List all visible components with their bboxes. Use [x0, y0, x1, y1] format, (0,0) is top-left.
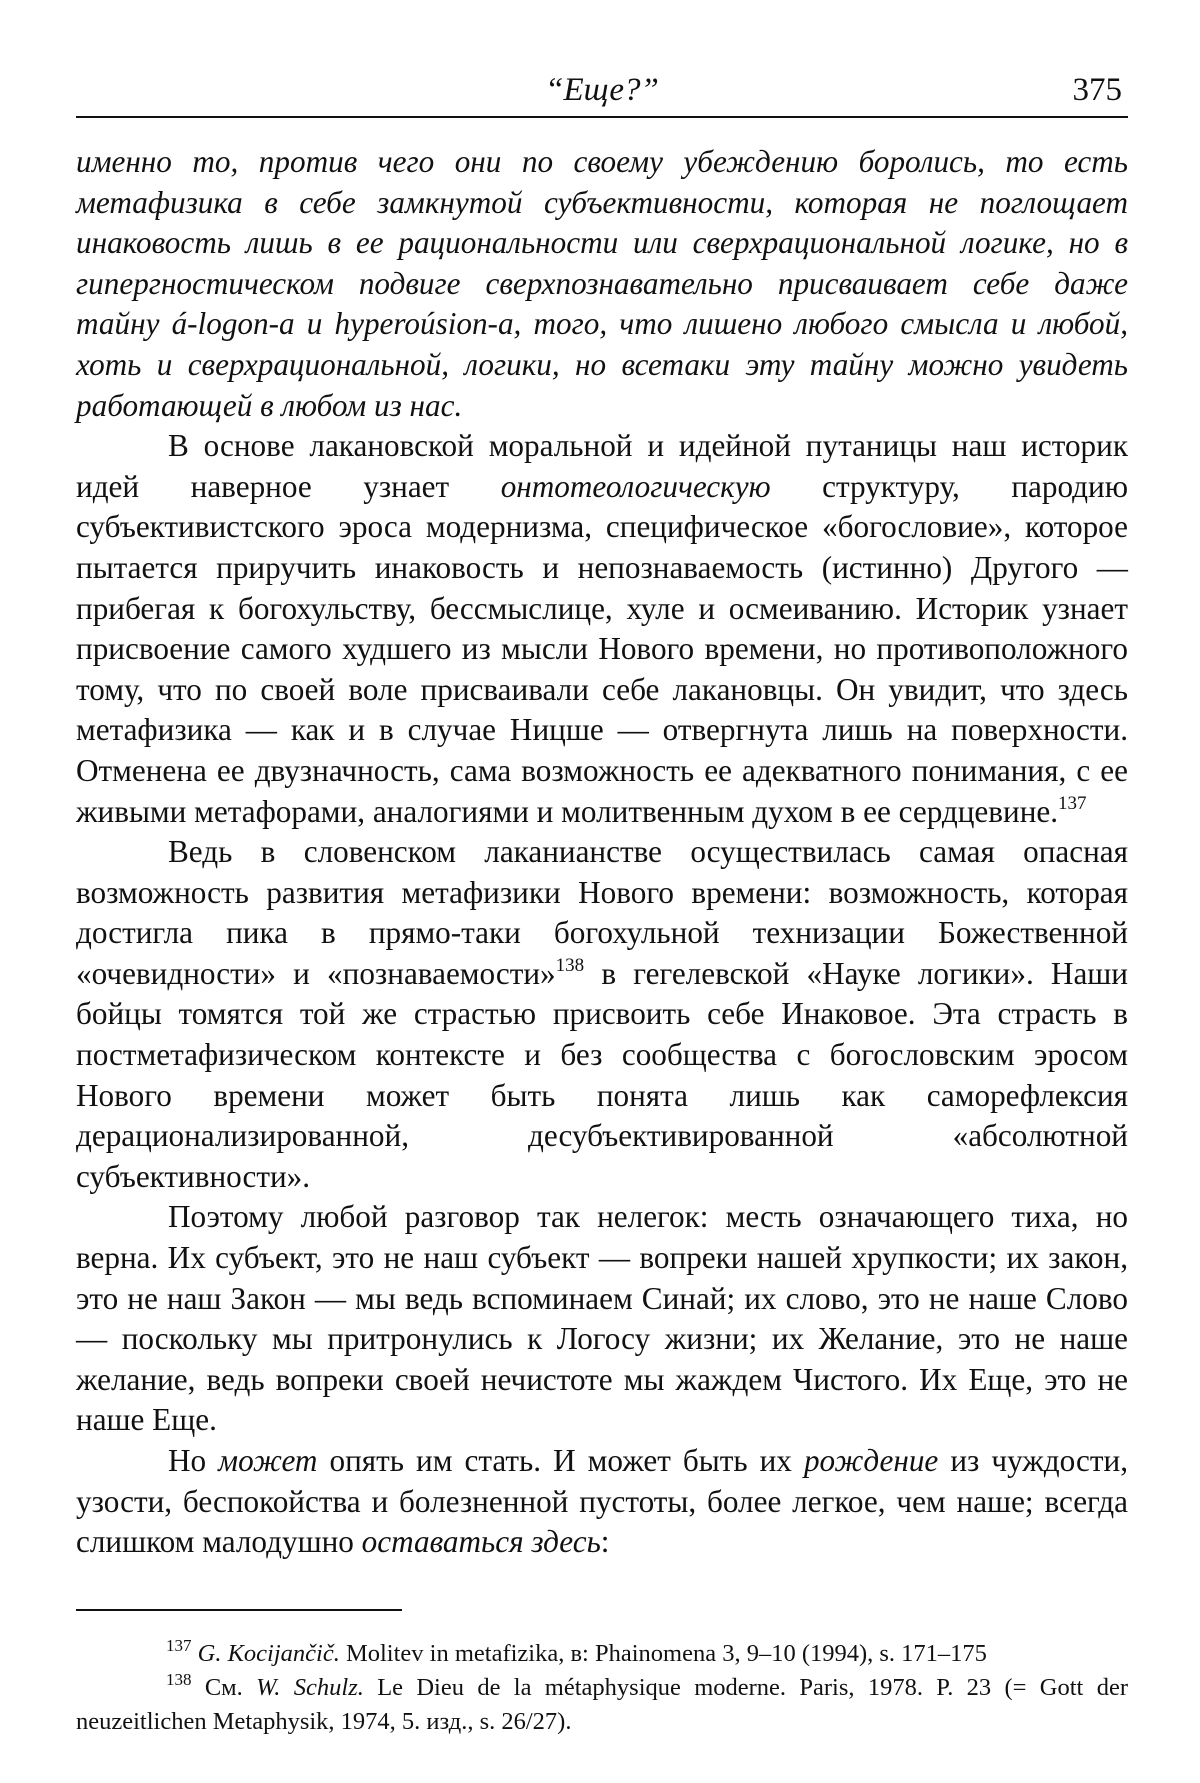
paragraph-5-text-a: Но [168, 1443, 219, 1478]
paragraph-5-emphasis-2: рождение [803, 1443, 939, 1478]
paragraph-3-text-a: Ведь в словенском лаканианстве осуществилась самая опасная возможность развития метафизики Нового времени: возможность, которая достигла пика в прямо-таки богохульной технизации Божественной «очевидности» и «познаваемости» [76, 834, 1128, 991]
paragraph-5-text-b: опять им стать. И может быть их [317, 1443, 804, 1478]
footnote-number-138: 138 [166, 1669, 192, 1689]
footnote-ref-138[interactable]: 138 [555, 954, 585, 976]
footnote-rule [76, 1609, 402, 1611]
paragraph-continuation: именно то, против чего они по своему убеждению боролись, то есть метафизика в себе замкнутой субъективности, которая не поглощает инаковость лишь в ее рациональности или сверхрациональной логике, но в гипергностическом подвиге сверхпознавательно присваивает себе даже тайну á-logon-а и hyperoúsion-а, того, что лишено любого смысла и любой, хоть и сверхрациональной, логики, но всетаки эту тайну можно увидеть работающей в любом из нас. [76, 144, 1128, 423]
book-page [76, 60, 1128, 1739]
paragraph-2 [76, 426, 1128, 832]
paragraph-5 [76, 1441, 1128, 1563]
footnote-137-text: Molitev in metafizika, в: Phainomena 3, 9–10 (1994), s. 171–175 [339, 1639, 987, 1667]
paragraph-5-text-d: : [600, 1524, 610, 1560]
footnote-ref-137[interactable]: 137 [1058, 792, 1087, 814]
paragraph-2-emphasis: онтотеологическую [500, 468, 771, 504]
header-rule [76, 116, 1128, 118]
paragraph-2-text-b: структуру, пародию субъективистского эроса модернизма, специфическое «богословие», которое пытается приручить инаковость и непознаваемость (истинно) Другого — прибегая к богохульству, бессмыслице, хуле и осмеиванию. Историк узнает присвоение самого худшего из мысли Нового времени, но противоположного тому, что по своей воле присваивали себе лакановцы. Он увидит, что здесь метафизика — как и в случае Ницше — отвергнута лишь на поверхности. Отменена ее двузначность, сама возможность ее адекватного понимания, с ее живыми метафорами, аналогиями и молитвенным духом в ее сердцевине. [76, 468, 1129, 829]
footnote-138-text: Le Dieu de la métaphysique moderne. Paris, 1978. P. 23 (= Gott der neuzeitlichen Metaphysik, 1974, 5. изд., s. 26/27). [76, 1673, 1128, 1735]
footnote-137-author: G. Kocijančič. [197, 1639, 340, 1667]
paragraph-5-text-c: из чуждости, узости, беспокойства и болезненной пустоты, более легкое, чем наше; всегда слишком малодушно [76, 1443, 1129, 1560]
paragraph-5-emphasis-1: может [218, 1443, 318, 1478]
page-number: 375 [1072, 72, 1122, 108]
paragraph-4: Поэтому любой разговор так нелегок: месть означающего тиха, но верна. Их субъект, это не наш субъект — вопреки нашей хрупкости; их закон, это не наш Закон — мы ведь вспоминаем Синай; их слово, это не наше Слово — поскольку мы притронулись к Логосу жизни; их Желание, это не наше желание, ведь вопреки своей нечистоте мы жаждем Чистого. Их Еще, это не наше Еще. [76, 1199, 1128, 1438]
footnote-138 [76, 1671, 1128, 1739]
page-header [76, 60, 1128, 116]
running-head: “Еще?” [545, 72, 659, 108]
paragraph-5-emphasis-3: оставаться здесь [361, 1524, 601, 1560]
footnote-138-prefix: См. [191, 1673, 257, 1701]
footnote-number-137: 137 [166, 1635, 192, 1655]
footnotes [76, 1637, 1128, 1739]
paragraph-2-text-a: В основе лакановской моральной и идейной путаницы наш историк идей наверное узнает [76, 428, 1128, 504]
paragraph-3-text-b: в гегелевской «Науке логики». Наши бойцы томятся той же страстью присвоить себе Инаковое. Эта страсть в постметафизическом контексте и без сообщества с богословским эросом Нового времени может быть понята лишь как саморефлексия дерационализированной, десубъективированной «абсолютной субъективности». [76, 955, 1128, 1194]
footnote-137 [76, 1637, 1128, 1671]
body-text [76, 142, 1128, 1563]
paragraph-3 [76, 832, 1128, 1197]
footnote-138-author: W. Schulz. [256, 1673, 364, 1701]
